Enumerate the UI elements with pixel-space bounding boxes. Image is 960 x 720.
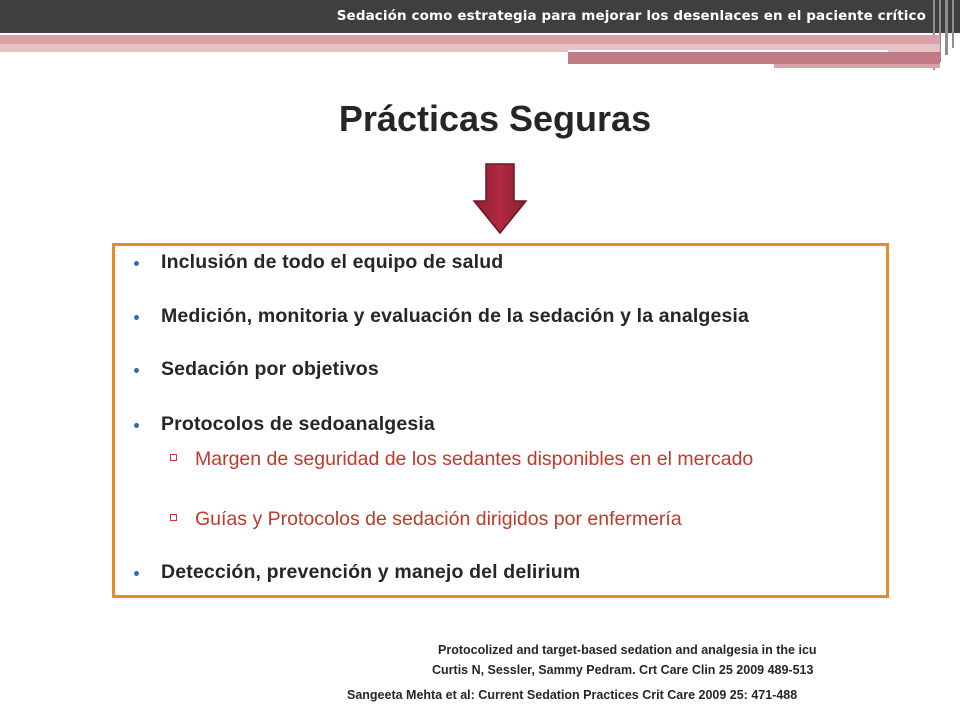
header-title: Sedación como estrategia para mejorar los desenlaces en el paciente crítico bbox=[336, 8, 926, 24]
bullet-text: Detección, prevención y manejo del delirium bbox=[161, 561, 581, 583]
bullet-text: Medición, monitoria y evaluación de la sedación y la analgesia bbox=[161, 305, 749, 327]
bullet-text: Sedación por objetivos bbox=[161, 358, 379, 380]
bullet-dot-icon bbox=[134, 571, 139, 576]
bullet-text: Protocolos de sedoanalgesia bbox=[161, 413, 435, 435]
decor-band bbox=[0, 35, 940, 44]
bullet-text: Inclusión de todo el equipo de salud bbox=[161, 251, 504, 273]
decor-band bbox=[568, 52, 940, 64]
reference-line: Curtis N, Sessler, Sammy Pedram. Crt Care Clin 25 2009 489-513 bbox=[432, 663, 814, 677]
header-bar bbox=[0, 0, 960, 33]
bullet-dot-icon bbox=[134, 423, 139, 428]
reference-line: Sangeeta Mehta et al: Current Sedation Practices Crit Care 2009 25: 471-488 bbox=[347, 688, 798, 702]
down-arrow-icon bbox=[472, 163, 528, 235]
sub-bullet-text: Guías y Protocolos de sedación dirigidos por enfermería bbox=[195, 508, 682, 530]
reference-line: Protocolized and target-based sedation and analgesia in the icu bbox=[438, 643, 817, 657]
square-bullet-icon bbox=[170, 514, 177, 521]
bullet-dot-icon bbox=[134, 368, 139, 373]
square-bullet-icon bbox=[170, 454, 177, 461]
sub-bullet-text: Margen de seguridad de los sedantes disponibles en el mercado bbox=[195, 448, 754, 470]
bullet-dot-icon bbox=[134, 261, 139, 266]
decor-band bbox=[774, 64, 940, 68]
bullet-dot-icon bbox=[134, 315, 139, 320]
slide-title: Prácticas Seguras bbox=[338, 98, 652, 139]
